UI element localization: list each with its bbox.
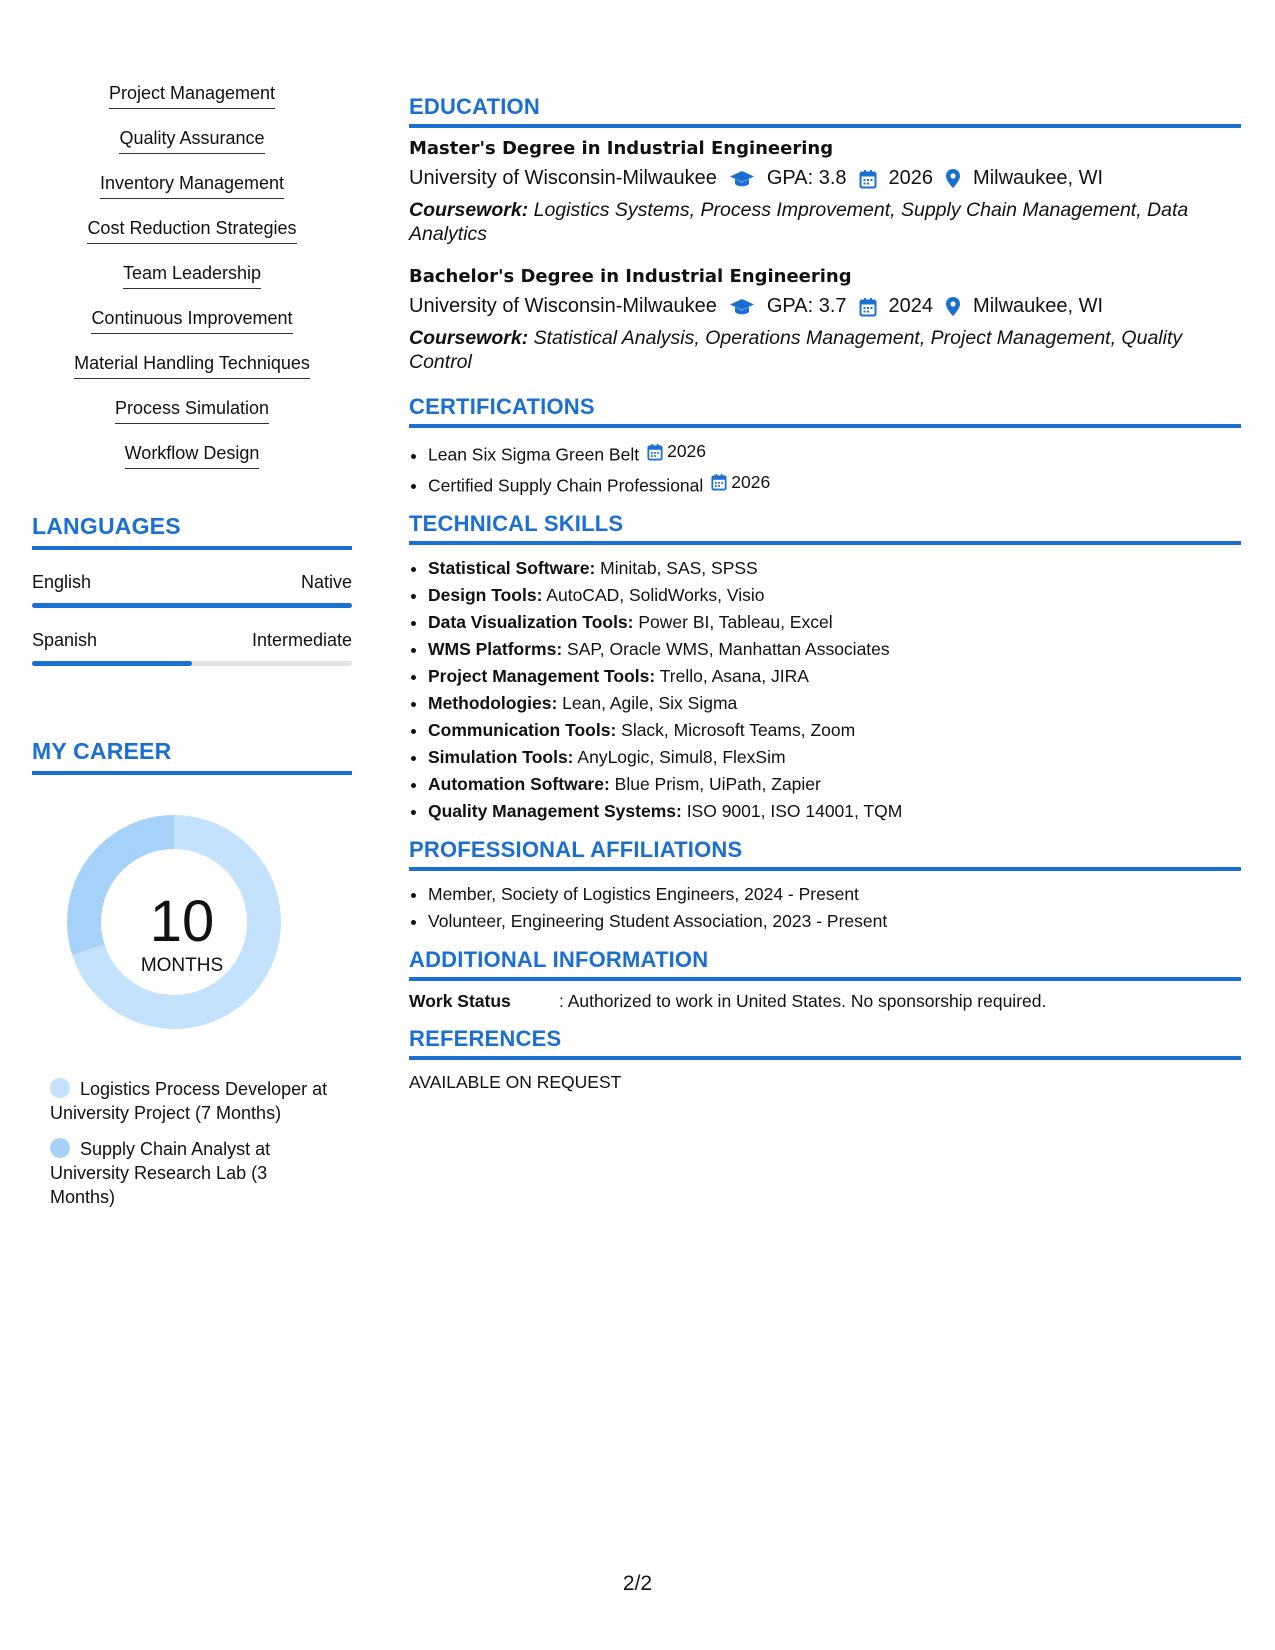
graduation-year: 2024: [888, 295, 934, 317]
skill-item: Workflow Design: [32, 442, 352, 487]
language-item: [32, 630, 352, 666]
skill-item: Continuous Improvement: [32, 307, 352, 352]
work-status-value: : Authorized to work in United States. No sponsorship required.: [559, 991, 1047, 1011]
career-unit: MONTHS: [140, 955, 224, 976]
language-level: Native: [300, 572, 352, 592]
graduation-year: 2026: [888, 167, 934, 189]
skills-list: [32, 82, 352, 487]
gpa: GPA: 3.8: [766, 167, 847, 189]
language-level-bar: [32, 603, 352, 608]
technical-skill-item: • Data Visualization Tools: Power BI, Tableau, Excel: [428, 609, 1241, 636]
technical-skill-item: • Quality Management Systems: ISO 9001, ISO 14001, TQM: [428, 798, 1241, 825]
technical-skills-section: [409, 511, 1241, 825]
language-level-fill: [32, 661, 192, 666]
coursework: Coursework: Statistical Analysis, Operations Management, Project Management, Quality Control: [409, 327, 1183, 373]
technical-skill-item: • Communication Tools: Slack, Microsoft Teams, Zoom: [428, 717, 1241, 744]
certification-year: 2026: [731, 471, 771, 492]
technical-skills-title: TECHNICAL SKILLS: [409, 511, 1241, 545]
school-name: University of Wisconsin-Milwaukee: [409, 295, 717, 317]
technical-skill-item: • Project Management Tools: Trello, Asana, JIRA: [428, 663, 1241, 690]
certification-item: • Certified Supply Chain Professional 2026: [428, 469, 1241, 500]
certification-item: • Lean Six Sigma Green Belt 2026: [428, 438, 1241, 469]
career-total: 10: [149, 889, 215, 954]
certifications-title: CERTIFICATIONS: [409, 394, 1241, 428]
career-legend: [50, 1077, 335, 1209]
technical-skill-item: • Methodologies: Lean, Agile, Six Sigma: [428, 690, 1241, 717]
certifications-list: [409, 438, 1241, 499]
degree-title: Bachelor's Degree in Industrial Engineering: [409, 266, 852, 287]
technical-skill-item: • Statistical Software: Minitab, SAS, SPSS: [428, 555, 1241, 582]
references-title: REFERENCES: [409, 1026, 1241, 1060]
language-level-bar: [32, 661, 352, 666]
school-name: University of Wisconsin-Milwaukee: [409, 167, 717, 189]
affiliations-section: [409, 837, 1241, 935]
language-name: Spanish: [32, 630, 98, 650]
career-section: [32, 738, 352, 1209]
map-pin-icon: [945, 168, 961, 189]
work-status-row: [409, 991, 1241, 1012]
right-column: [409, 94, 1241, 1093]
technical-skill-item: • Automation Software: Blue Prism, UiPath, Zapier: [428, 771, 1241, 798]
calendar-icon: [859, 297, 877, 317]
certifications-section: [409, 394, 1241, 499]
skill-item: Inventory Management: [32, 172, 352, 217]
gpa: GPA: 3.7: [766, 295, 847, 317]
language-level-fill: [32, 603, 352, 608]
legend-label: Logistics Process Developer at University Project (7 Months): [50, 1079, 328, 1123]
left-column: [32, 82, 352, 1221]
graduation-cap-icon: [729, 298, 755, 316]
affiliation-item: • Volunteer, Engineering Student Association, 2023 - Present: [428, 908, 1241, 935]
legend-label: Supply Chain Analyst at University Research Lab (3 Months): [50, 1139, 271, 1207]
skill-item: Quality Assurance: [32, 127, 352, 172]
language-item: [32, 572, 352, 608]
career-donut-chart: [67, 815, 297, 1045]
legend-item: [50, 1077, 335, 1125]
technical-skill-item: • Design Tools: AutoCAD, SolidWorks, Visio: [428, 582, 1241, 609]
degree-title: Master's Degree in Industrial Engineering: [409, 138, 834, 159]
coursework: Coursework: Logistics Systems, Process Improvement, Supply Chain Management, Data Analytics: [409, 199, 1189, 245]
calendar-icon: [647, 443, 663, 461]
affiliations-list: [409, 881, 1241, 935]
school-location: Milwaukee, WI: [973, 295, 1104, 317]
additional-info-title: ADDITIONAL INFORMATION: [409, 947, 1241, 981]
work-status-label: Work Status: [409, 991, 511, 1011]
languages-section: [32, 513, 352, 666]
technical-skill-item: • Simulation Tools: AnyLogic, Simul8, FlexSim: [428, 744, 1241, 771]
additional-info-section: [409, 947, 1241, 1012]
language-name: English: [32, 572, 92, 592]
education-item: [409, 266, 1241, 374]
school-location: Milwaukee, WI: [973, 167, 1104, 189]
career-title: MY CAREER: [32, 738, 352, 775]
legend-item: [50, 1137, 335, 1209]
legend-dot: [50, 1078, 70, 1098]
skill-item: Process Simulation: [32, 397, 352, 442]
references-section: [409, 1026, 1241, 1093]
references-text: AVAILABLE ON REQUEST: [409, 1072, 622, 1092]
calendar-icon: [711, 473, 727, 491]
education-item: [409, 138, 1241, 246]
affiliations-title: PROFESSIONAL AFFILIATIONS: [409, 837, 1241, 871]
legend-dot: [50, 1138, 70, 1158]
skill-item: Project Management: [32, 82, 352, 127]
skill-item: Cost Reduction Strategies: [32, 217, 352, 262]
page-number: 2/2: [622, 1572, 653, 1595]
certification-year: 2026: [667, 441, 707, 461]
map-pin-icon: [945, 296, 961, 317]
skill-item: Team Leadership: [32, 262, 352, 307]
technical-skill-item: • WMS Platforms: SAP, Oracle WMS, Manhattan Associates: [428, 636, 1241, 663]
calendar-icon: [859, 169, 877, 189]
education-title: EDUCATION: [409, 94, 1241, 128]
graduation-cap-icon: [729, 170, 755, 188]
skill-item: Material Handling Techniques: [32, 352, 352, 397]
affiliation-item: • Member, Society of Logistics Engineers, 2024 - Present: [428, 881, 1241, 908]
language-level: Intermediate: [251, 630, 352, 650]
education-section: [409, 94, 1241, 374]
technical-skills-list: [409, 555, 1241, 825]
languages-title: LANGUAGES: [32, 513, 352, 550]
